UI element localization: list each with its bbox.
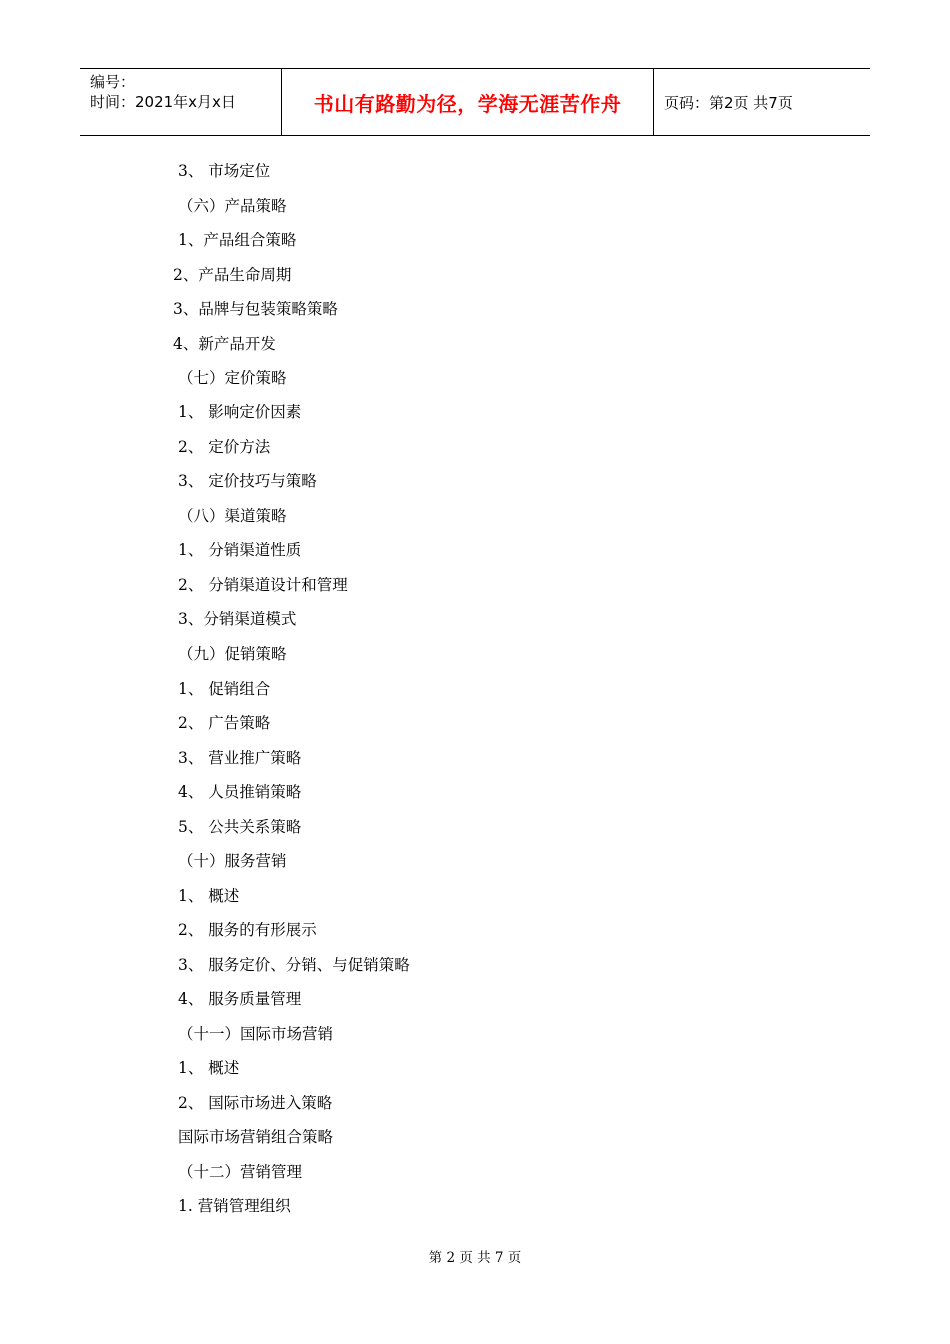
document-date: 时间：2021年x月x日 <box>90 93 236 111</box>
outline-section: （八）渠道策略 <box>178 507 287 525</box>
outline-item: 3、 营业推广策略 <box>178 749 302 767</box>
outline-item: 1、 影响定价因素 <box>178 403 302 421</box>
outline-section: （六）产品策略 <box>178 197 287 215</box>
outline-item: 1、 促销组合 <box>178 680 271 698</box>
outline-item: 3、分销渠道模式 <box>178 610 297 628</box>
page-header <box>80 68 870 136</box>
outline-item: 3、 市场定位 <box>178 162 271 180</box>
outline-item: 4、 人员推销策略 <box>178 783 302 801</box>
outline-item: 3、 定价技巧与策略 <box>178 472 317 490</box>
outline-item: 2、 定价方法 <box>178 438 271 456</box>
outline-item: 3、 服务定价、分销、与促销策略 <box>178 956 410 974</box>
outline-item: 1、 概述 <box>178 1059 240 1077</box>
outline-item: 4、新产品开发 <box>173 335 276 353</box>
outline-item: 2、产品生命周期 <box>173 266 292 284</box>
outline-section: （十）服务营销 <box>178 852 287 870</box>
header-page-info: 页码：第2页 共7页 <box>664 93 793 112</box>
outline-item: 1、产品组合策略 <box>178 231 297 249</box>
outline-section: （九）促销策略 <box>178 645 287 663</box>
outline-section: （十一）国际市场营销 <box>178 1025 334 1043</box>
outline-section: （十二）营销管理 <box>178 1163 303 1181</box>
outline-item: 2、 分销渠道设计和管理 <box>178 576 348 594</box>
outline-item: 1. 营销管理组织 <box>178 1197 291 1215</box>
outline-item: 2、 服务的有形展示 <box>178 921 317 939</box>
outline-item: 1、 概述 <box>178 887 240 905</box>
outline-section: （七）定价策略 <box>178 369 287 387</box>
outline-item: 3、品牌与包装策略策略 <box>173 300 338 318</box>
outline-item: 1、 分销渠道性质 <box>178 541 302 559</box>
page-footer: 第 2 页 共 7 页 <box>428 1250 522 1266</box>
header-meta <box>80 69 282 135</box>
outline-item: 2、 国际市场进入策略 <box>178 1094 333 1112</box>
outline-item: 2、 广告策略 <box>178 714 271 732</box>
outline-item: 4、 服务质量管理 <box>178 990 302 1008</box>
header-motto: 书山有路勤为径，学海无涯苦作舟 <box>282 69 654 135</box>
outline-item: 5、 公共关系策略 <box>178 818 302 836</box>
outline-item: 国际市场营销组合策略 <box>178 1128 334 1146</box>
document-number-label: 编号： <box>90 73 136 91</box>
